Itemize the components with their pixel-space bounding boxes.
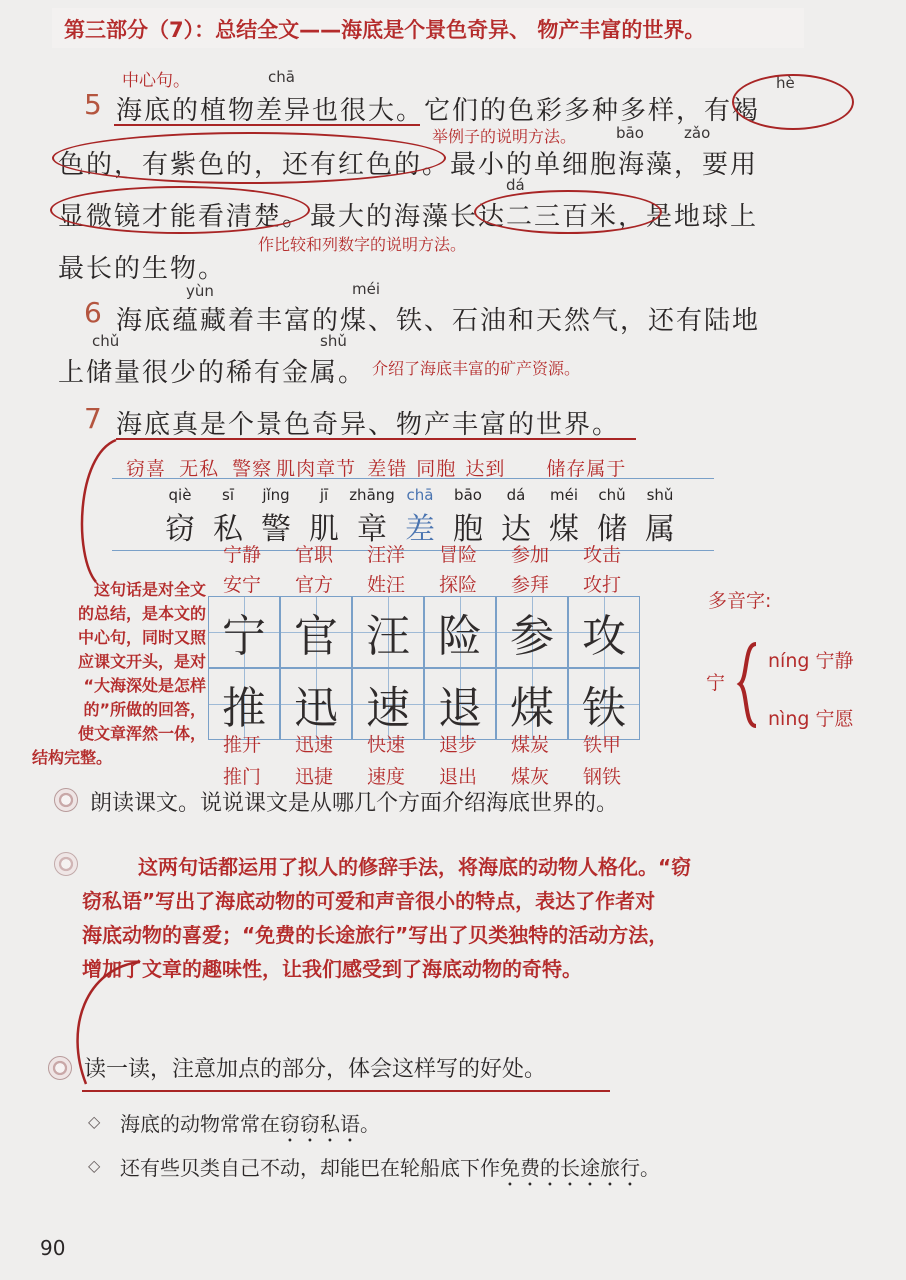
word-r1-3: 冒险 — [438, 544, 477, 566]
para5-line3: 显微镜才能看清楚。最大的海藻长达二三百米，是地球上 — [58, 202, 759, 232]
para7-line1: 海底真是个景色奇异、物产丰富的世界。 — [116, 410, 621, 440]
word-top-0: 窃喜 — [126, 458, 167, 480]
grid-cell-2-3: 退 — [424, 668, 496, 740]
char-pinyin-5: chā — [406, 486, 434, 504]
char-1: 私 — [213, 512, 243, 547]
pinyin-chu: chǔ — [92, 332, 120, 350]
word-r2-4: 参拜 — [510, 574, 549, 596]
words-top-row — [126, 454, 626, 481]
pinyin-da: dá — [506, 176, 525, 194]
oval-colors — [52, 132, 446, 184]
word-top-3: 肌肉 — [276, 458, 317, 480]
example-1-prefix: 海底的动物常常在 — [120, 1112, 280, 1136]
char-pinyin-1: sī — [222, 486, 234, 504]
char-9: 储 — [597, 512, 627, 547]
char-4: 章 — [357, 512, 387, 547]
oval-you-he — [732, 74, 854, 130]
paragraph-number-7: 7 — [84, 402, 102, 435]
answer-line-1: 窃私语”写出了海底动物的可爱和声音很小的特点，表达了作者对 — [82, 889, 656, 913]
word-top-5: 差错 — [367, 458, 408, 480]
grid-cell-1-3: 险 — [424, 596, 496, 668]
word-r2-1: 官方 — [294, 574, 333, 596]
example-2 — [120, 1152, 660, 1191]
word-r2-0: 安宁 — [222, 574, 261, 596]
char-3: 肌 — [309, 512, 339, 547]
word-r4-3: 退出 — [438, 766, 477, 788]
pinyin-bao: bāo — [616, 124, 644, 142]
word-r1-0: 宁静 — [222, 544, 261, 566]
grid-cell-1-2: 汪 — [352, 596, 424, 668]
oval-length — [474, 190, 662, 234]
grid-cell-1-0: 宁 — [208, 596, 280, 668]
pinyin-yun: yùn — [186, 282, 214, 300]
example-1-dotted: 窃窃私语 — [280, 1112, 360, 1136]
example-2-prefix: 还有些贝类自己不动，却能巴在轮船底下作 — [120, 1156, 500, 1180]
paragraph-number-6: 6 — [84, 296, 102, 329]
word-top-7: 达到 — [465, 458, 506, 480]
word-r4-4: 煤灰 — [510, 766, 549, 788]
side-note-line-1: 的总结，是本文的 — [77, 604, 206, 623]
word-top-6: 同胞 — [416, 458, 457, 480]
note-mineral: 介绍了海底丰富的矿产资源。 — [372, 359, 581, 378]
grid-cell-2-2: 速 — [352, 668, 424, 740]
oval-microscope — [50, 186, 310, 234]
note-compare: 作比较和列数字的说明方法。 — [258, 235, 467, 254]
pinyin-he: hè — [776, 74, 795, 92]
char-pinyin-10: shǔ — [646, 486, 674, 504]
word-r3-1: 迅速 — [294, 734, 333, 756]
side-note-line-2: 中心句，同时又照 — [77, 628, 206, 647]
word-top-4: 章节 — [316, 458, 357, 480]
word-r1-2: 汪洋 — [366, 544, 405, 566]
diamond-icon: ◇ — [88, 1112, 101, 1131]
char-5: 差 — [405, 512, 435, 547]
word-r4-2: 速度 — [366, 766, 405, 788]
para6-line2: 上储量很少的稀有金属。 — [58, 358, 367, 388]
blue-line-top — [112, 478, 714, 479]
grid-cell-1-5: 攻 — [568, 596, 640, 668]
paragraph-number-5: 5 — [84, 88, 102, 121]
note-example: 举例子的说明方法。 — [432, 127, 577, 146]
word-r2-5: 攻打 — [582, 574, 621, 596]
char-0: 窃 — [165, 512, 195, 547]
char-pinyin-6: bāo — [454, 486, 482, 504]
char-pinyin-row — [156, 486, 684, 504]
grid-cell-2-5: 铁 — [568, 668, 640, 740]
para5-line4: 最长的生物。 — [58, 254, 227, 284]
word-r3-5: 铁甲 — [582, 734, 621, 756]
word-r3-0: 推开 — [222, 734, 261, 756]
example-2-dotted: 免费的长途旅行 — [500, 1156, 640, 1180]
bullet-flower-icon — [54, 852, 78, 876]
grid-cell-1-4: 参 — [496, 596, 568, 668]
words-row-1 — [206, 540, 638, 567]
char-2: 警 — [261, 512, 291, 547]
side-note-line-6: 使文章浑然一体， — [77, 724, 206, 743]
word-top-9: 属于 — [586, 458, 627, 480]
underline-summary — [116, 438, 636, 440]
side-note-line-3: 应课文开头，是对 — [77, 652, 206, 671]
diamond-icon: ◇ — [88, 1156, 101, 1175]
brace-icon — [736, 642, 762, 728]
para5-line2: 色的，有紫色的，还有红色的。最小的单细胞海藻，要用 — [58, 150, 759, 180]
word-top-2: 警察 — [232, 458, 273, 480]
word-top-1: 无私 — [179, 458, 220, 480]
polyphone-char: 宁 — [706, 672, 726, 694]
word-r1-5: 攻击 — [582, 544, 621, 566]
words-row-2 — [206, 570, 638, 597]
word-r4-5: 钢铁 — [582, 766, 621, 788]
example-2-suffix: 。 — [640, 1156, 660, 1180]
polyphone-reading-1: níng 宁静 — [768, 650, 854, 672]
underline-exercise-2 — [82, 1090, 610, 1092]
char-pinyin-8: méi — [549, 486, 578, 504]
grid-cell-2-1: 迅 — [280, 668, 352, 740]
grid-cell-2-4: 煤 — [496, 668, 568, 740]
side-note-line-0: 这句话是对全文 — [93, 580, 206, 599]
word-r2-2: 姓汪 — [366, 574, 405, 596]
answer-line-2: 海底动物的喜爱；“免费的长途旅行”写出了贝类独特的活动方法， — [82, 923, 669, 947]
side-note-line-4: “大海深处是怎样 — [83, 676, 206, 695]
char-10: 属 — [645, 512, 675, 547]
pinyin-mei: méi — [352, 280, 381, 298]
grid-row-1 — [208, 596, 640, 668]
section-title: 第三部分（7）：总结全文——海底是个景色奇异、 物产丰富的世界。 — [64, 18, 706, 42]
side-note-line-5: 的”所做的回答， — [83, 700, 206, 719]
polyphone-reading-2: nìng 宁愿 — [768, 708, 854, 730]
bracket-curve-icon — [56, 436, 126, 586]
note-center-sentence: 中心句。 — [122, 71, 190, 91]
grid-cell-2-0: 推 — [208, 668, 280, 740]
side-note — [26, 578, 206, 770]
answer-line-3: 增加了文章的趣味性，让我们感受到了海底动物的奇特。 — [82, 957, 582, 981]
side-note-line-7: 结构完整。 — [32, 748, 113, 767]
bullet-flower-icon — [48, 1056, 72, 1080]
word-top-8: 储存 — [546, 458, 587, 480]
polyphone-title: 多音字: — [708, 590, 772, 612]
words-row-4 — [206, 762, 638, 789]
page-number: 90 — [40, 1236, 66, 1260]
exercise-2: 读一读，注意加点的部分，体会这样写的好处。 — [84, 1057, 547, 1082]
pinyin-cha: chā — [268, 68, 295, 86]
pinyin-zao: zǎo — [684, 124, 711, 142]
words-row-3 — [206, 730, 638, 757]
char-6: 胞 — [453, 512, 483, 547]
answer-note — [82, 850, 691, 986]
char-pinyin-4: zhāng — [349, 486, 395, 504]
word-r1-1: 官职 — [294, 544, 333, 566]
char-pinyin-2: jǐng — [262, 486, 290, 504]
example-1-suffix: 。 — [360, 1112, 380, 1136]
para5-line1: 海底的植物差异也很大。它们的色彩多种多样，有褐 — [116, 96, 761, 126]
exercise-1: 朗读课文。说说课文是从哪几个方面介绍海底世界的。 — [90, 791, 619, 816]
char-pinyin-3: jī — [319, 486, 329, 504]
word-r4-0: 推门 — [222, 766, 261, 788]
word-r2-3: 探险 — [438, 574, 477, 596]
char-pinyin-0: qiè — [168, 486, 192, 504]
bullet-flower-icon — [54, 788, 78, 812]
answer-line-0: 这两句话都运用了拟人的修辞手法，将海底的动物人格化。“窃 — [138, 855, 692, 879]
para6-line1: 海底蕴藏着丰富的煤、铁、石油和天然气，还有陆地 — [116, 306, 761, 336]
pinyin-shu: shǔ — [320, 332, 347, 350]
char-8: 煤 — [549, 512, 579, 547]
underline-center-sentence — [114, 124, 420, 126]
char-pinyin-9: chǔ — [598, 486, 626, 504]
word-r3-4: 煤炭 — [510, 734, 549, 756]
char-pinyin-7: dá — [506, 486, 526, 504]
char-7: 达 — [501, 512, 531, 547]
word-r4-1: 迅捷 — [294, 766, 333, 788]
word-r1-4: 参加 — [510, 544, 549, 566]
example-1 — [120, 1108, 380, 1147]
grid-cell-1-1: 官 — [280, 596, 352, 668]
word-r3-2: 快速 — [366, 734, 405, 756]
word-r3-3: 退步 — [438, 734, 477, 756]
